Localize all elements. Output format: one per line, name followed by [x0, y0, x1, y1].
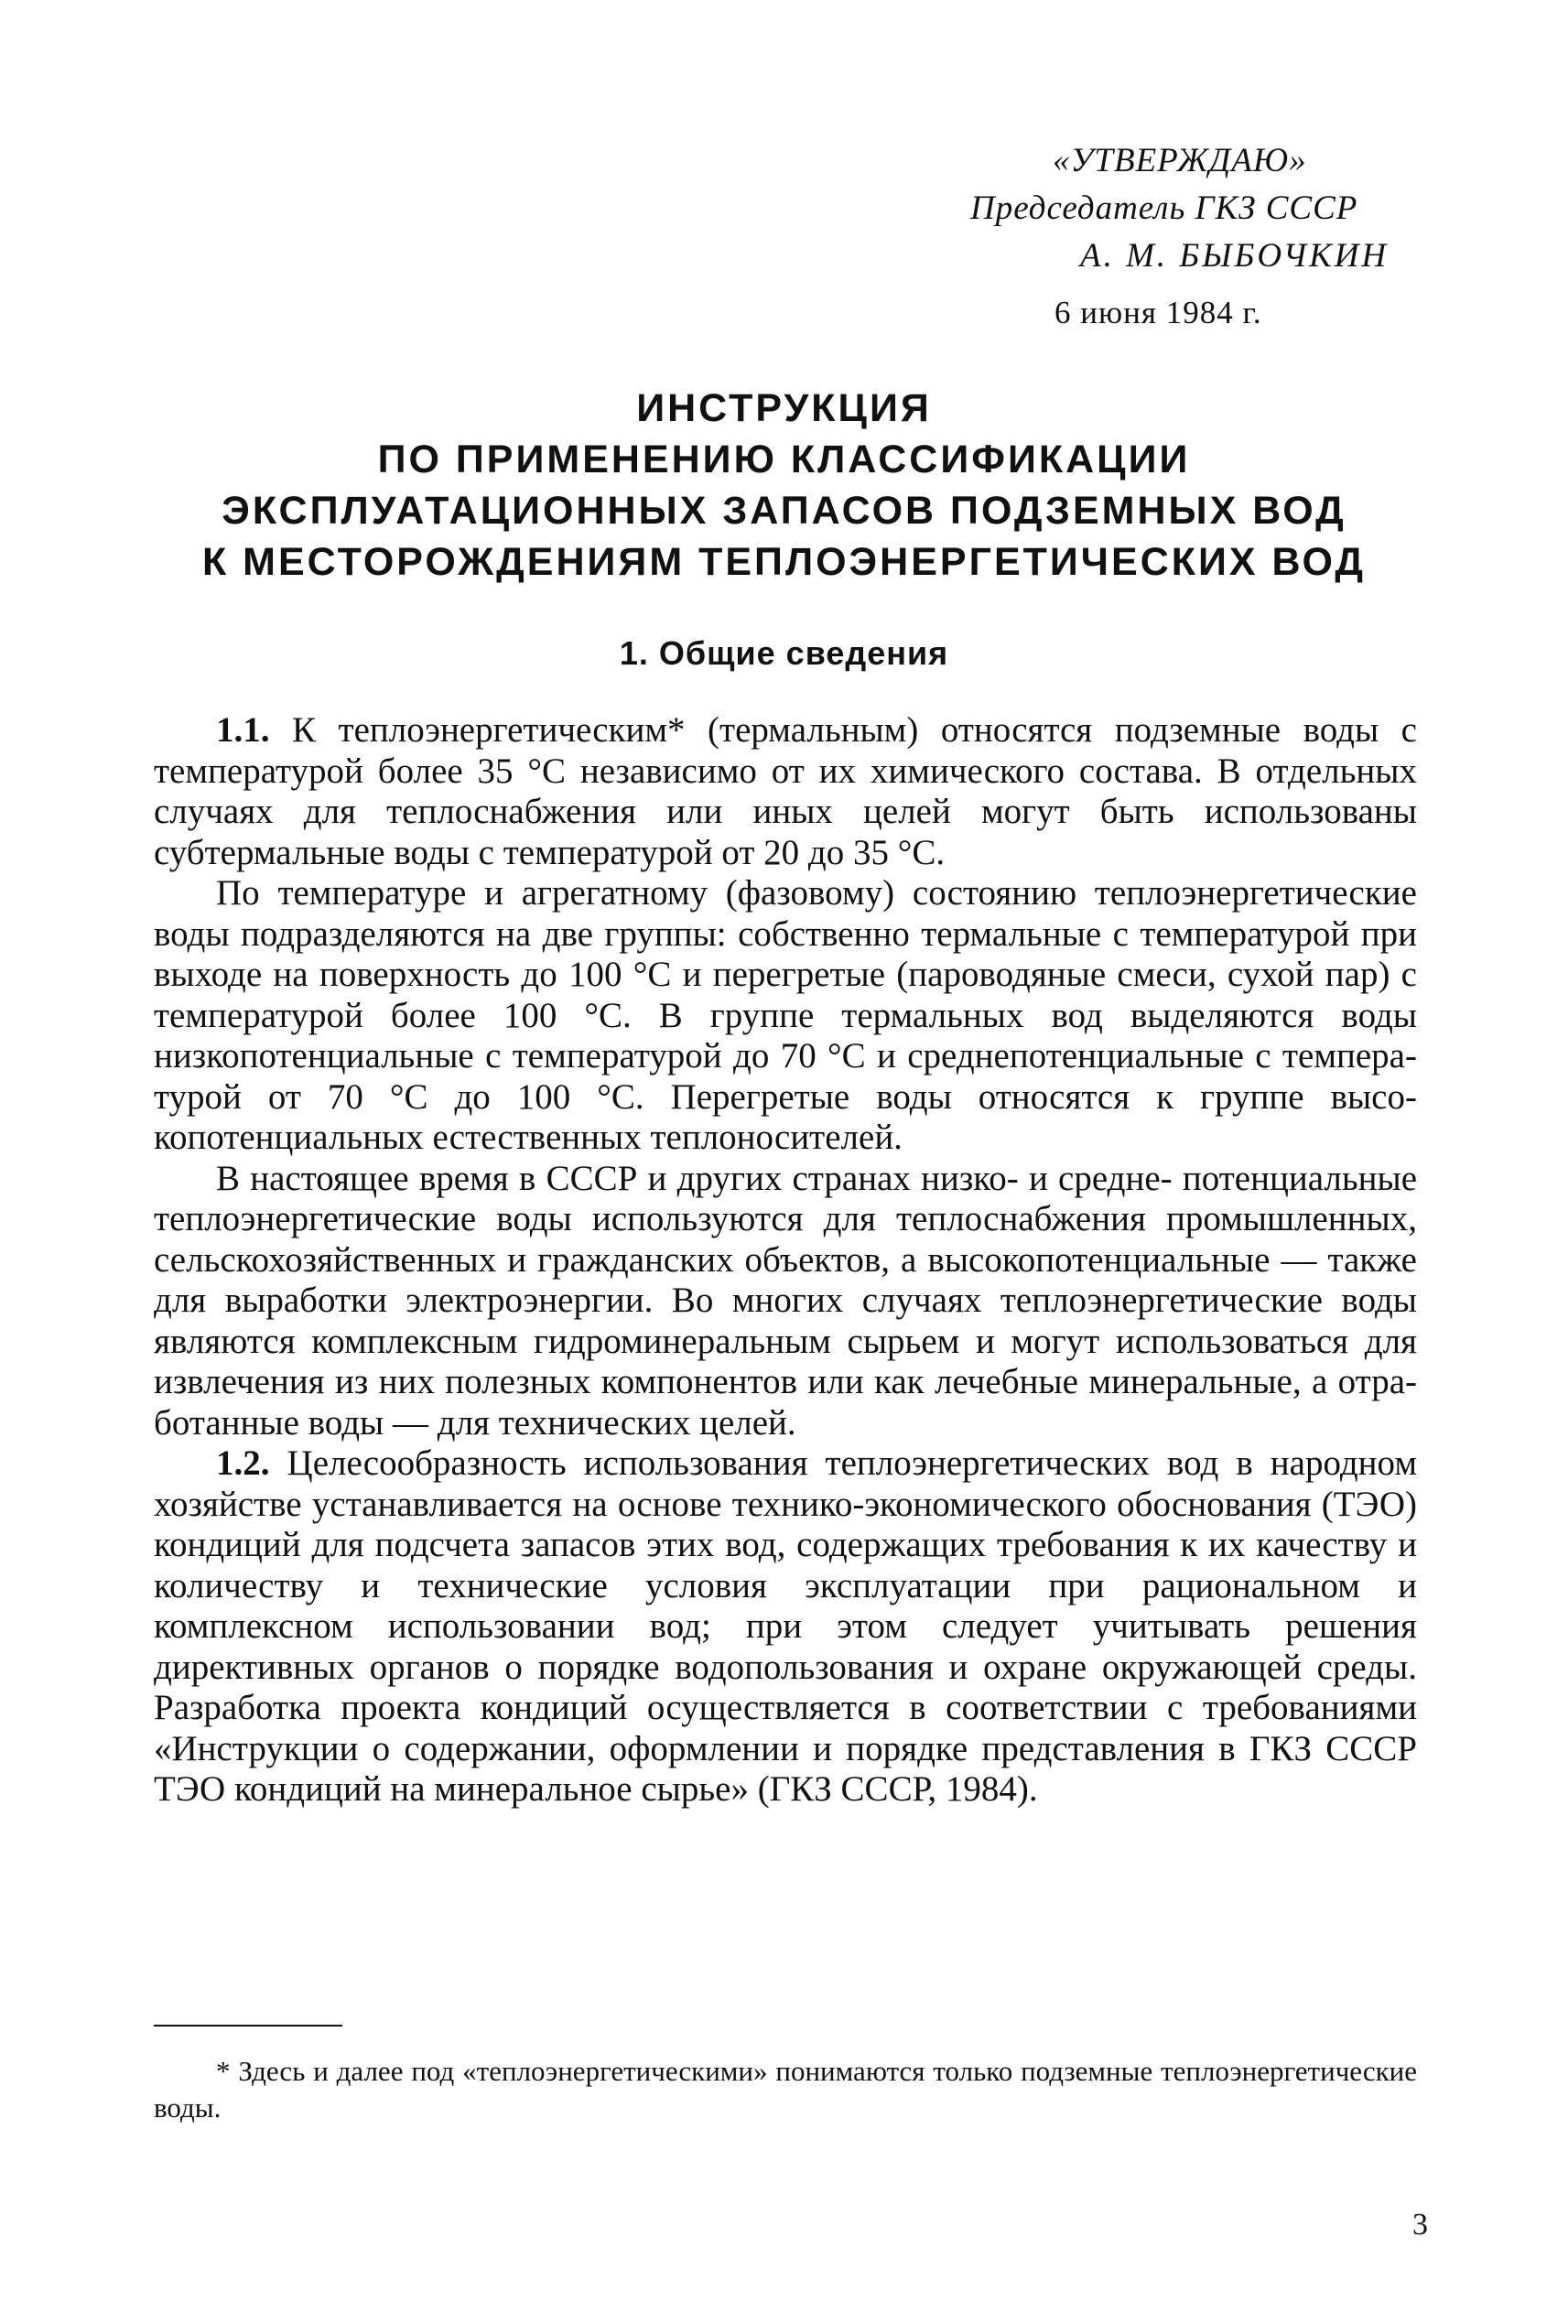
- paragraph-number: 1.1.: [216, 710, 270, 750]
- title-line: ИНСТРУКЦИЯ: [636, 386, 932, 430]
- section-heading: 1. Общие сведения: [619, 634, 949, 672]
- approver-title: Председатель ГКЗ СССР: [970, 189, 1358, 227]
- title-line: ЭКСПЛУАТАЦИОННЫХ ЗАПАСОВ ПОДЗЕМНЫХ ВОД: [222, 489, 1346, 533]
- title-line: ПО ПРИМЕНЕНИЮ КЛАССИФИКАЦИИ: [377, 438, 1191, 481]
- footnote: * Здесь и далее под «теплоэнергетическими» понимаются только подземные теплоэнергетические воды.: [154, 2055, 1417, 2124]
- footnote-separator: [154, 2025, 342, 2027]
- title-line: К МЕСТОРОЖДЕНИЯМ ТЕПЛОЭНЕРГЕТИЧЕСКИХ ВОД: [201, 540, 1367, 584]
- paragraph-number: 1.2.: [216, 1443, 270, 1483]
- approval-date: 6 июня 1984 г.: [1054, 295, 1262, 330]
- paragraph: [154, 1159, 1417, 1444]
- paragraph: [154, 873, 1417, 1159]
- body-text: [154, 710, 1417, 1811]
- document-title: [137, 383, 1431, 588]
- paragraph: [154, 1443, 1417, 1811]
- paragraph: [154, 710, 1417, 873]
- page-number: 3: [1412, 2208, 1428, 2242]
- approval-block: [970, 137, 1446, 337]
- paragraph-text: В настоящее время в СССР и других странах низко- и средне- потенциальные теплоэнергетические воды используются для теплоснабжения промышленных, сельскохозяйственных и гражданских объектов, а высокопотенциальные — также для выработки электроэнергии. Во многих случаях теплоэнергетические воды являются комплексным гидроминеральным сырьем и могут использоваться для извлечения из них полезных компонентов или как лечебные минеральные, а отработанные воды — для технических целей.: [154, 1158, 1417, 1443]
- paragraph-text: Целесообразность использования теплоэнергетических вод в народном хозяйстве устанавливается на основе технико-экономического обоснования (ТЭО) кондиций для подсчета запасов этих вод, содержащих требования к их качеству и количеству и технические условия эксплуатации при рациональном и комплексном использовании вод; при этом следует учитывать решения директивных органов о порядке водопользования и охране окружающей среды. Разработка проекта кондиций осуществляется в соответствии с требованиями «Инструкции о содержании, оформлении и порядке представления в ГКЗ СССР ТЭО кондиций на минеральное сырье» (ГКЗ СССР, 1984).: [154, 1443, 1417, 1809]
- approver-name: А. М. БЫБОЧКИН: [1080, 237, 1390, 275]
- paragraph-text: По температуре и агрегатному (фазовому) состоянию теплоэнергетические воды подразделяются на две группы: собственно термальные с температурой при выходе на поверхность до 100 °С и перегретые (пароводяные смеси, сухой пар) с температурой более 100 °С. В группе термальных вод выделяются воды низкопотенциальные с температурой до 70 °С и среднепотенциальные с температурой от 70 °С до 100 °С. Перегретые воды относятся к группе высокопотенциальных естественных теплоносителей.: [154, 873, 1417, 1157]
- approval-stamp: «УТВЕРЖДАЮ»: [1053, 142, 1307, 179]
- paragraph-text: К теплоэнергетическим* (термальным) относятся подземные воды с температурой более 35 °С независимо от их химического состава. В отдельных случаях для теплоснабжения или иных целей могут быть использованы субтермальные воды с температурой от 20 до 35 °С.: [154, 710, 1417, 872]
